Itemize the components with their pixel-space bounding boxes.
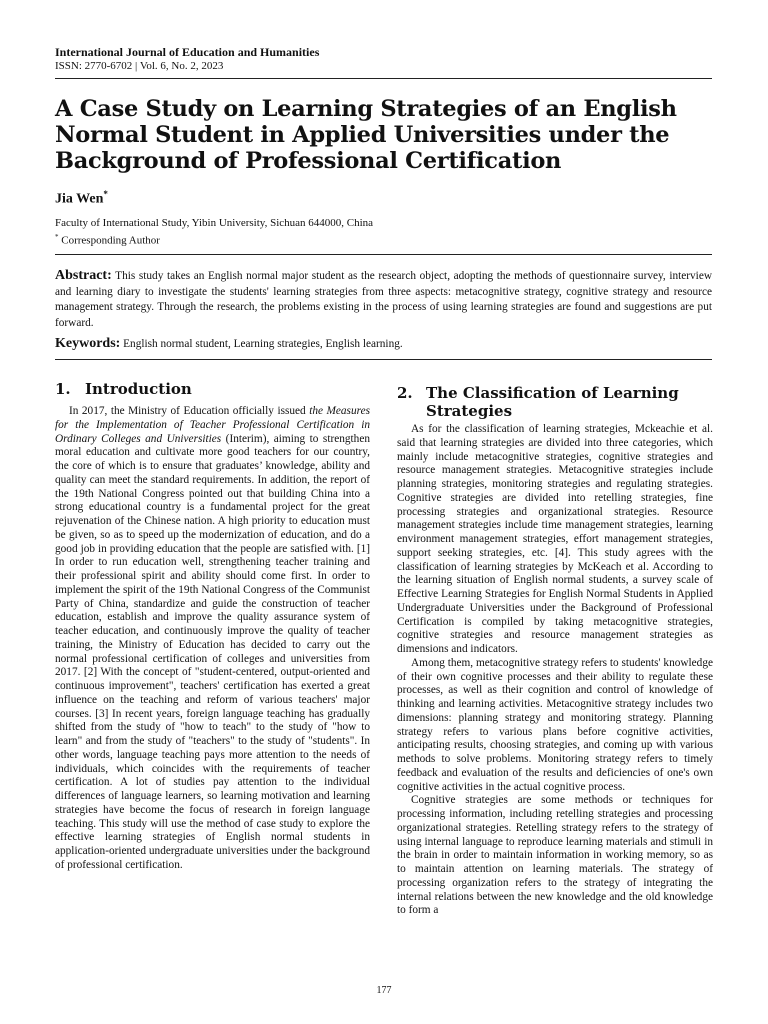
journal-name: International Journal of Education and Humanities: [55, 45, 320, 59]
section-1-title: Introduction: [85, 380, 192, 398]
author-mark: *: [103, 189, 108, 199]
page-number: 177: [376, 985, 392, 996]
paper-title: A Case Study on Learning Strategies of an English Normal Student in Applied Universities under the Background of Professional Certification: [55, 96, 677, 174]
right-column: [397, 423, 713, 973]
keywords: [55, 336, 712, 352]
abstract: [55, 268, 712, 331]
header-rule: [55, 78, 712, 79]
author: [55, 189, 108, 208]
abstract-text: This study takes an English normal major student as the research object, adopting the methods of questionnaire survey, interview and learning diary to investigate the students' learning strategies from three aspects: metacognitive strategy, cognitive strategy and resource management strategy. Through the research, the problems existing in the process of using learning strategies are found and suggestions are put forward.: [55, 270, 712, 329]
intro-text-b: (Interim), aiming to strengthen moral education and cultivate more good teachers for our country, the core of which is to ensure that graduates’ knowledge, ability and quality can meet the standard requirements. In addition, the report of the 19th National Congress pointed out that building China into a strong educational country is a fundamental project for the great rejuvenation of the Chinese nation. A high priority to education must be given, so as to speed up the modernization of education, and do a good job in providing education that the people are satisfied with. [1] In order to run education well, strengthening teacher training and their professional spirit and ability should come first. In order to implement the spirit of the 19th National Congress of the Communist Party of China, standardize and guide the construction of teacher education, establish and improve the quality assurance system of teacher education, and continuously improve the quality of teacher training, the Ministry of Education has decided to carry out the normal professional certification of colleges and universities from 2017. [2] With the concept of "student-centered, output-oriented and continuous improvement", teachers' certification has exerted a great influence on the teaching and reform of various teachers' major courses. [3] In recent years, foreign language teaching has gradually shifted from the study of "how to teach" to the study of "how to learn" and from the study of "teachers" to the study of "students". In other words, language teaching pays more attention to the needs of individuals, which coincides with the requirements of teacher certification. A lot of studies pay attention to the individual differences of language learners, so learning motivation and learning strategies have become the focus of research in foreign language teaching. This study will use the method of case study to explore the effective learning strategies of English normal students in application-oriented undergraduate universities under the background of professional certification.: [55, 432, 370, 871]
intro-text-italic: the Measures for the Implementation of Teacher Professional Certification in Ordinary Colleges and Universities: [55, 405, 370, 445]
section-2-title: The Classification of Learning Strategies: [426, 384, 679, 420]
author-name: Jia Wen: [55, 191, 104, 207]
corresponding-author: [55, 233, 160, 247]
keywords-label: Keywords:: [55, 336, 121, 351]
abstract-top-rule: [55, 254, 712, 255]
keywords-text: English normal student, Learning strategies, English learning.: [123, 338, 403, 350]
affiliation: Faculty of International Study, Yibin University, Sichuan 644000, China: [55, 217, 374, 229]
intro-text-a: In 2017, the Ministry of Education officially issued: [69, 405, 310, 417]
left-column: [55, 405, 370, 945]
intro-paragraph: [55, 405, 370, 873]
classification-paragraph-2: Among them, metacognitive strategy refers to students' knowledge of their own cognitive processes and their ability to regulate these processes, as well as their cognition and control of knowledge of thinking and learning activities. Metacognitive strategy includes two dimensions: planning strategy and monitoring strategy. Planning strategy refers to various plans before cognitive activities, anticipating results, choosing strategies, and coming up with various methods to solve problems. Monitoring strategy refers to timely feedback and evaluation of the results and deficiencies of one's own cognitive activities in the actual cognitive process.: [397, 656, 713, 793]
abstract-label: Abstract:: [55, 268, 112, 283]
corresponding-mark: *: [55, 233, 59, 241]
journal-issn: ISSN: 2770-6702 | Vol. 6, No. 2, 2023: [55, 60, 224, 72]
section-1-heading: [55, 380, 192, 398]
classification-paragraph-3: Cognitive strategies are some methods or techniques for processing information, including retelling strategies and processing organizational strategies. Retelling strategy refers to the strategy of using internal language to reproduce learning materials and stimuli in the brain in order to maintain information in working memory, so as to maintain attention on learning materials. The strategy of processing organization refers to the strategy of integrating the internal relations between the new knowledge and the old knowledge to form a: [397, 794, 713, 917]
classification-paragraph-1: As for the classification of learning strategies, Mckeachie et al. said that learning strategies are divided into three categories, which mainly include metacognitive strategies, cognitive strategies and resource management strategies. Metacognitive strategies include planning strategies, monitoring strategies and regulating strategies. Cognitive strategies are divided into retelling strategies, fine processing strategies and organizational strategies. Resource management strategies include time management strategies, learning environment management strategies, effort management strategies, support seeking strategies, etc. [4]. This study agrees with the classification of learning strategies by McKeach et al. According to the learning situation of English normal students, a survey scale of Effective Learning Strategies for English Normal Students in Applied Undergraduate Universities under the Background of Professional Certification is compiled by taking metacognitive strategies, cognitive strategies and resource management strategies as dimensions and indicators.: [397, 423, 713, 655]
keywords-bottom-rule: [55, 359, 712, 360]
section-2-number: 2.: [397, 384, 413, 402]
section-1-number: 1.: [55, 380, 71, 398]
corresponding-text: Corresponding Author: [58, 234, 160, 247]
